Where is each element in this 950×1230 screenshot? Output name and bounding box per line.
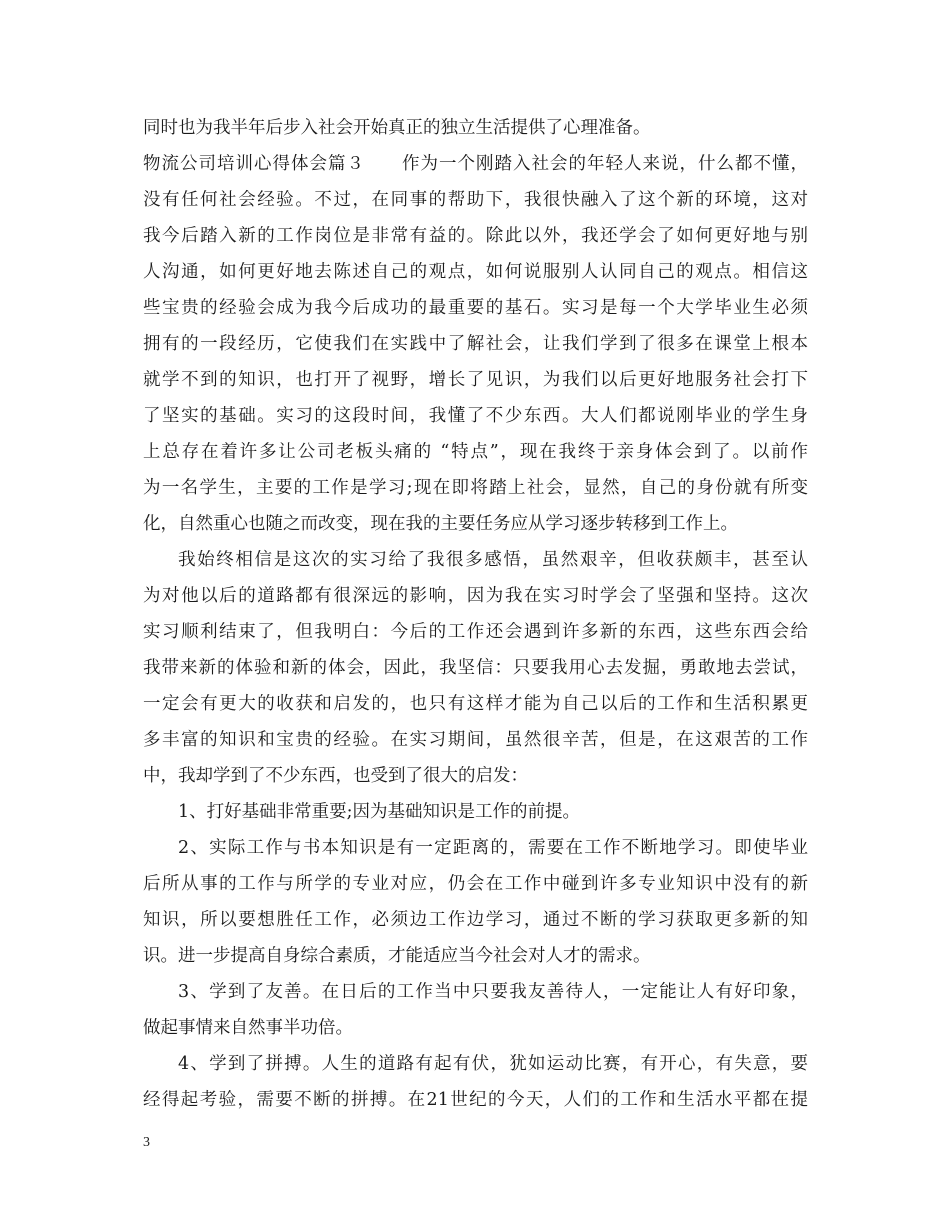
text-line: 上总存在着许多让公司老板头痛的 “特点”，现在我终于亲身体会到了。以前作 <box>143 442 808 462</box>
text-line: 后所从事的工作与所学的专业对应，仍会在工作中碰到许多专业知识中没有的新 <box>143 874 808 894</box>
paragraph-first-line: 我始终相信是这次的实习给了我很多感悟，虽然艰辛，但收获颇丰，甚至认 <box>178 550 808 570</box>
list-item-3: 3、学到了友善。在日后的工作当中只要我友善待人，一定能让人有好印象， <box>178 982 808 1002</box>
section-heading-line: 物流公司培训心得体会篇３ 作为一个刚踏入社会的年轻人来说，什么都不懂， <box>143 154 808 174</box>
text-line: 为对他以后的道路都有很深远的影响，因为我在实习时学会了坚强和坚持。这次 <box>143 586 808 606</box>
page-number: 3 <box>143 1135 150 1150</box>
text-line: 没有任何社会经验。不过，在同事的帮助下，我很快融入了这个新的环境，这对 <box>143 190 808 210</box>
text-line: 我今后踏入新的工作岗位是非常有益的。除此以外，我还学会了如何更好地与别 <box>143 226 808 246</box>
text-line: 为一名学生，主要的工作是学习;现在即将踏上社会，显然，自己的身份就有所变 <box>143 478 808 498</box>
text-line: 就学不到的知识，也打开了视野，增长了见识，为我们以后更好地服务社会打下 <box>143 370 808 390</box>
text-line: 化，自然重心也随之而改变，现在我的主要任务应从学习逐步转移到工作上。 <box>143 514 738 534</box>
text-line: 人沟通，如何更好地去陈述自己的观点，如何说服别人认同自己的观点。相信这 <box>143 262 808 282</box>
text-line: 了坚实的基础。实习的这段时间，我懂了不少东西。大人们都说刚毕业的学生身 <box>143 406 808 426</box>
text-line: 同时也为我半年后步入社会开始真正的独立生活提供了心理准备。 <box>143 118 651 138</box>
text-line: 我带来新的体验和新的体会，因此，我坚信：只要我用心去发掘，勇敢地去尝试， <box>143 658 808 678</box>
text-line: 识。进一步提高自身综合素质，才能适应当今社会对人才的需求。 <box>143 946 651 966</box>
list-item-1: 1、打好基础非常重要;因为基础知识是工作的前提。 <box>178 802 581 822</box>
text-line: 拥有的一段经历，它使我们在实践中了解社会，让我们学到了很多在课堂上根本 <box>143 334 808 354</box>
text-line: 中，我却学到了不少东西，也受到了很大的启发： <box>143 766 528 786</box>
text-line: 做起事情来自然事半功倍。 <box>143 1018 353 1038</box>
list-item-4: 4、学到了拼搏。人生的道路有起有伏，犹如运动比赛，有开心，有失意，要 <box>178 1054 808 1074</box>
text-line: 多丰富的知识和宝贵的经验。在实习期间，虽然很辛苦，但是，在这艰苦的工作 <box>143 730 808 750</box>
list-item-2: 2、实际工作与书本知识是有一定距离的，需要在工作不断地学习。即使毕业 <box>178 838 808 858</box>
text-line: 知识，所以要想胜任工作，必须边工作边学习，通过不断的学习获取更多新的知 <box>143 910 808 930</box>
text-line: 实习顺利结束了，但我明白：今后的工作还会遇到许多新的东西，这些东西会给 <box>143 622 808 642</box>
text-line: 经得起考验，需要不断的拼搏。在21世纪的今天，人们的工作和生活水平都在提 <box>143 1090 808 1110</box>
text-line: 一定会有更大的收获和启发的，也只有这样才能为自己以后的工作和生活积累更 <box>143 694 808 714</box>
text-line: 些宝贵的经验会成为我今后成功的最重要的基石。实习是每一个大学毕业生必须 <box>143 298 808 318</box>
